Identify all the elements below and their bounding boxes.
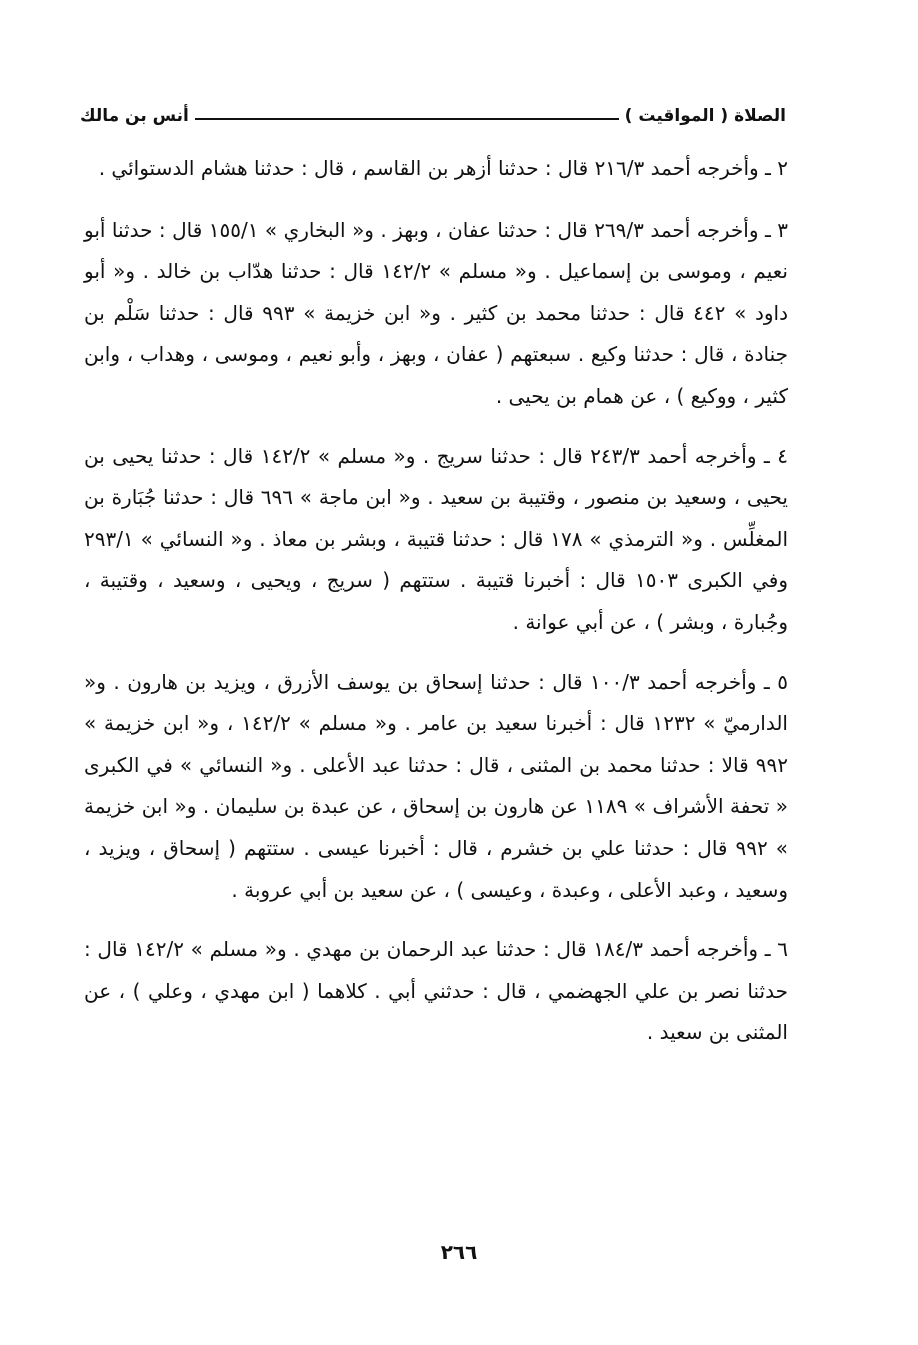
paragraph: ٦ ـ وأخرجه أحمد ١٨٤/٣ قال : حدثنا عبد الرحمان بن مهدي . و« مسلم » ١٤٢/٢ قال : حدثنا نصر بن علي الجهضمي ، قال : حدثني أبي . كلاهما ( ابن مهدي ، وعلي ) ، عن المثنى بن سعيد . [84,937,789,1045]
main-text [84,148,788,1072]
paragraph: ٢ ـ وأخرجه أحمد ٢١٦/٣ قال : حدثنا أزهر بن القاسم ، قال : حدثنا هشام الدستوائي . [98,156,788,180]
narrator-name: أنس بن مالك [80,106,189,126]
page-number: ٢٦٦ [440,1240,478,1264]
paragraph: ٤ ـ وأخرجه أحمد ٢٤٣/٣ قال : حدثنا سريج . و« مسلم » ١٤٢/٢ قال : حدثنا يحيى بن يحيى ، وسعيد بن منصور ، وقتيبة بن سعيد . و« ابن ماجة » ٦٩٦ قال : حدثنا جُبَارة بن المغلِّس . و« الترمذي » ١٧٨ قال : حدثنا قتيبة ، وبشر بن معاذ . و« النسائي » ٢٩٣/١ وفي الكبرى ١٥٠٣ قال : أخبرنا قتيبة . ستتهم ( سريج ، ويحيى ، وسعيد ، وقتيبة ، وجُبارة ، وبشر ) ، عن أبي عوانة . [84,443,788,634]
paragraph: ٣ ـ وأخرجه أحمد ٢٦٩/٣ قال : حدثنا عفان ، وبهز . و« البخاري » ١٥٥/١ قال : حدثنا أبو نعيم ، وموسى بن إسماعيل . و« مسلم » ١٤٢/٢ قال : حدثنا هدّاب بن خالد . و« أبو داود » ٤٤٢ قال : حدثنا محمد بن كثير . و« ابن خزيمة » ٩٩٣ قال : حدثنا سَلْم بن جنادة ، قال : حدثنا وكيع . سبعتهم ( عفان ، وبهز ، وأبو نعيم ، وموسى ، وهداب ، وابن كثير ، ووكيع ) ، عن همام بن يحيى . [84,217,789,408]
paragraph: ٥ ـ وأخرجه أحمد ١٠٠/٣ قال : حدثنا إسحاق بن يوسف الأزرق ، ويزيد بن هارون . و« الدارميّ » ١٢٣٢ قال : أخبرنا سعيد بن عامر . و« مسلم » ١٤٢/٢ ، و« ابن خزيمة » ٩٩٢ قالا : حدثنا محمد بن المثنى ، قال : حدثنا عبد الأعلى . و« النسائي » في الكبرى « تحفة الأشراف » ١١٨٩ عن هارون بن إسحاق ، عن عبدة بن سليمان . و« ابن خزيمة » ٩٩٢ قال : حدثنا علي بن خشرم ، قال : أخبرنا عيسى . ستتهم ( إسحاق ، ويزيد ، وسعيد ، وعبد الأعلى ، وعبدة ، وعيسى ) ، عن سعيد بن أبي عروبة . [84,669,789,902]
header-rule [195,118,619,120]
chapter-title: الصلاة ( المواقيت ) [624,106,786,126]
running-header [80,96,786,126]
